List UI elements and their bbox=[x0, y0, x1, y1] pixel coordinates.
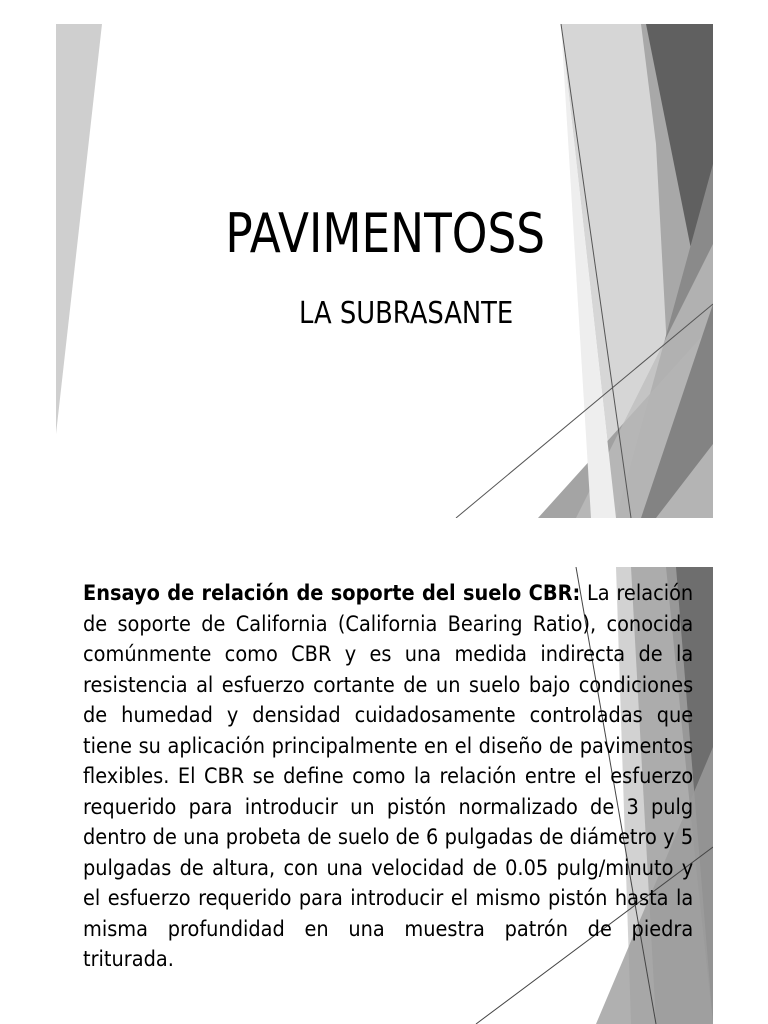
title-slide bbox=[56, 24, 713, 518]
cbr-lead: Ensayo de relación de soporte del suelo CBR: bbox=[83, 581, 581, 606]
slide-subtitle: LA SUBRASANTE bbox=[299, 296, 514, 331]
left-wedge-shape bbox=[56, 24, 102, 434]
content-slide bbox=[56, 567, 713, 1024]
cbr-paragraph bbox=[83, 579, 693, 976]
cbr-body: La relación de soporte de California (California Bearing Ratio), conocida comúnmente como CBR y es una medida indirecta de la resistencia al esfuerzo cortante de un suelo bajo condiciones de humedad y densidad cuidadosamente controladas que tiene su aplicación principalmente en el diseño de pavimentos flexibles. El CBR se define como la relación entre el esfuerzo requerido para introducir un pistón normalizado de 3 pulg dentro de una probeta de suelo de 6 pulgadas de diámetro y 5 pulgadas de altura, con una velocidad de 0.05 pulg/minuto y el esfuerzo requerido para introducir el mismo pistón hasta la misma profundidad en una muestra patrón de piedra triturada. bbox=[83, 581, 694, 972]
slide-decoration bbox=[56, 24, 713, 518]
slide-title: PAVIMENTOSS bbox=[225, 202, 546, 265]
